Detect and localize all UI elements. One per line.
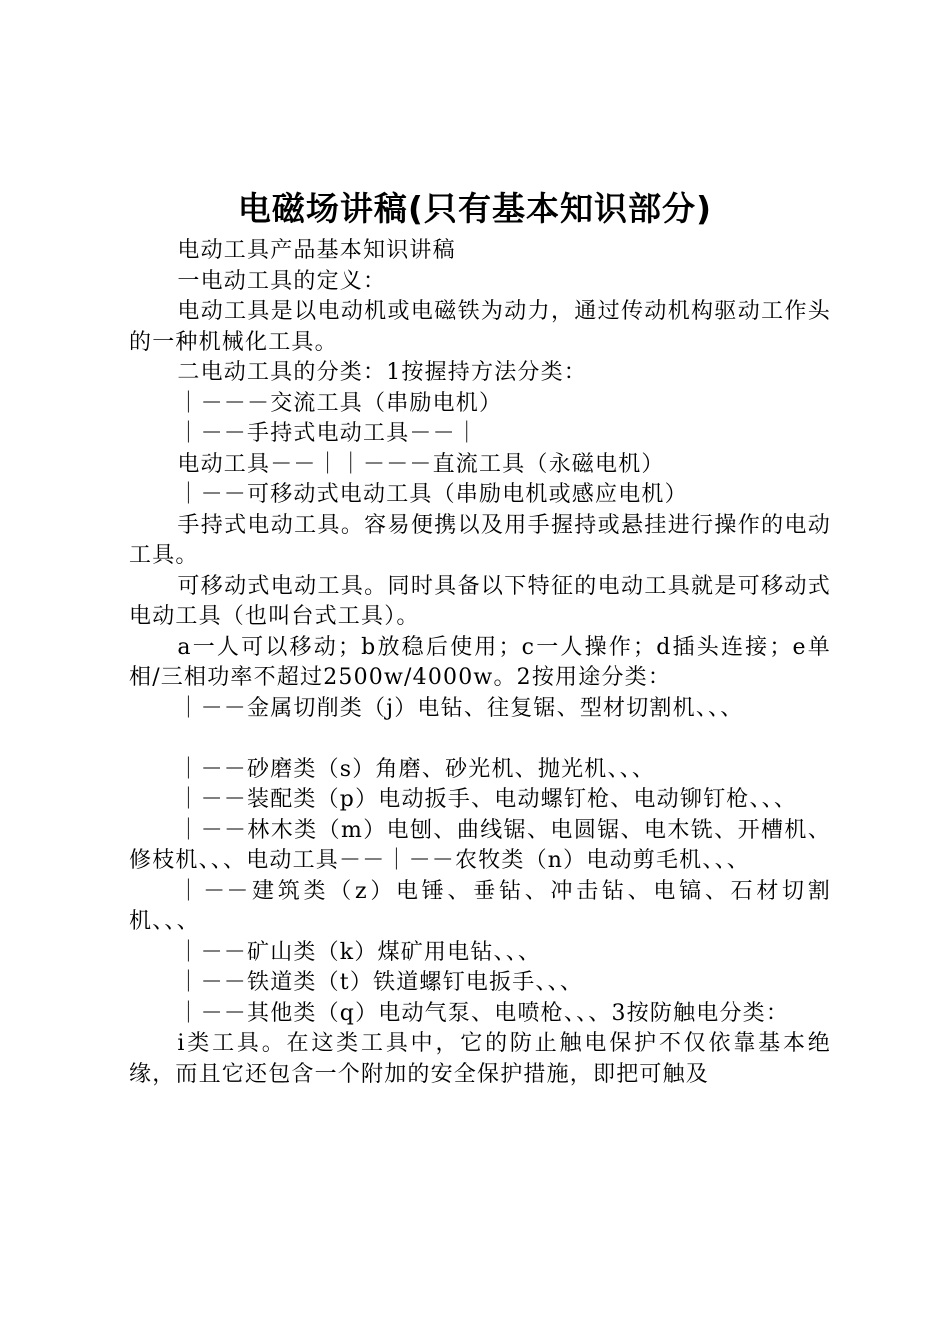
paragraph: 电动工具－－｜｜－－－直流工具（永磁电机） xyxy=(177,451,665,477)
paragraph: 一电动工具的定义： xyxy=(177,268,387,294)
paragraph: 电动工具是以电动机或电磁铁为动力，通过传动机构驱动工作头的一种机械化工具。 xyxy=(129,299,831,355)
document-body xyxy=(129,236,831,1090)
paragraph: ｜－－林木类（m）电刨、曲线锯、电圆锯、电木铣、开槽机、修枝机、、、电动工具－－｜－－农牧类（n）电动剪毛机、、、 xyxy=(129,817,831,873)
paragraph: 电动工具产品基本知识讲稿 xyxy=(177,238,456,263)
paragraph: ｜－－砂磨类（s）角磨、砂光机、抛光机、、、 xyxy=(177,756,656,782)
paragraph: ｜－－－交流工具（串励电机） xyxy=(177,390,503,416)
document-title: 电磁场讲稿(只有基本知识部分) xyxy=(237,189,713,228)
paragraph: ｜－－其他类（q）电动气泵、电喷枪、、、3按防触电分类： xyxy=(177,1000,790,1026)
paragraph: i类工具。在这类工具中，它的防止触电保护不仅依靠基本绝缘，而且它还包含一个附加的安全保护措施，即把可触及 xyxy=(129,1031,831,1087)
paragraph: ｜－－金属切削类（j）电钻、往复锯、型材切割机、、、 xyxy=(177,695,744,721)
paragraph: ｜－－装配类（p）电动扳手、电动螺钉枪、电动铆钉枪、、、 xyxy=(177,787,798,812)
paragraph: ｜－－建筑类（z）电锤、垂钻、冲击钻、电镐、石材切割机、、、 xyxy=(129,878,831,934)
paragraph: ｜－－矿山类（k）煤矿用电钻、、、 xyxy=(177,939,542,965)
paragraph: 手持式电动工具。容易便携以及用手握持或悬挂进行操作的电动工具。 xyxy=(129,512,831,568)
paragraph: 二电动工具的分类：1按握持方法分类： xyxy=(177,360,587,385)
paragraph: 可移动式电动工具。同时具备以下特征的电动工具就是可移动式电动工具（也叫台式工具）。 xyxy=(129,573,831,629)
paragraph: a一人可以移动；b放稳后使用；c一人操作；d插头连接；e单相/三相功率不超过2500w/4000w。2按用途分类： xyxy=(129,634,831,690)
paragraph: ｜－－可移动式电动工具（串励电机或感应电机） xyxy=(177,482,688,507)
paragraph: ｜－－手持式电动工具－－｜ xyxy=(177,421,479,446)
paragraph: ｜－－铁道类（t）铁道螺钉电扳手、、、 xyxy=(177,970,584,995)
